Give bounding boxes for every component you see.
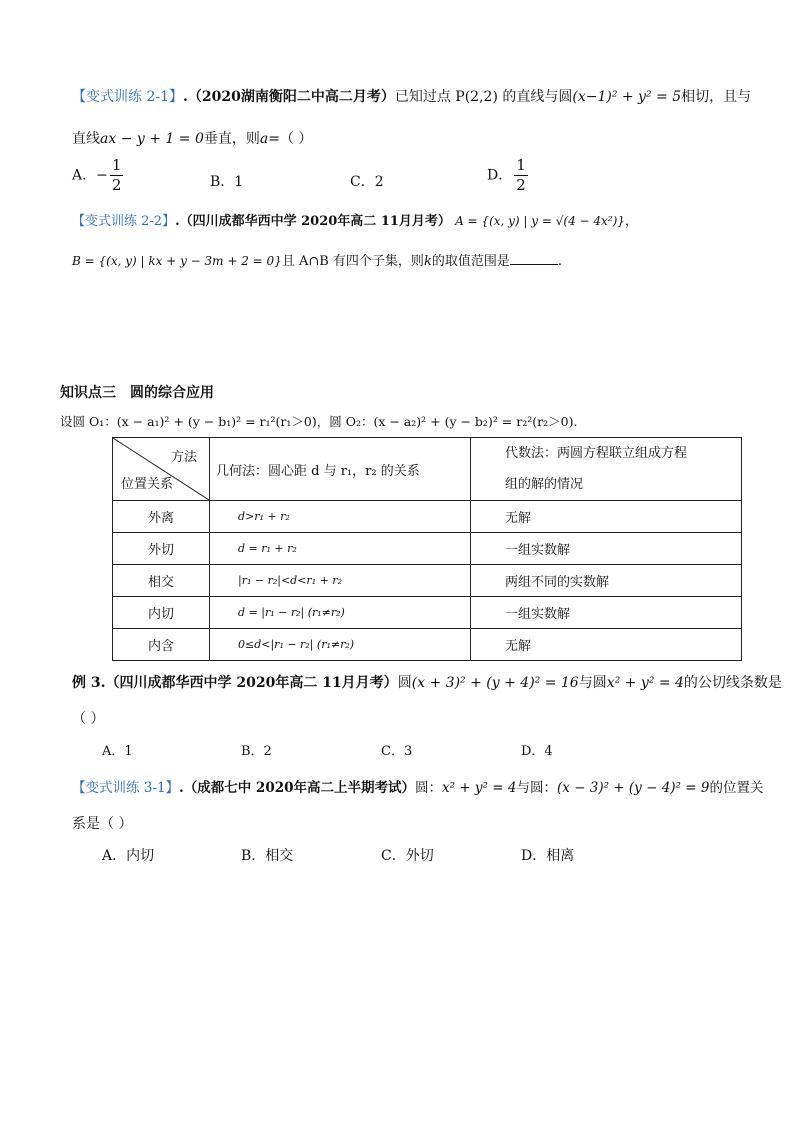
variable: a	[259, 131, 269, 147]
exercise-tag: 【变式训练 2-1】	[72, 89, 183, 105]
geometric-cell: d>r₁ + r₂	[210, 501, 471, 533]
header-geometric: 几何法：圆心距 d 与 r₁，r₂ 的关系	[210, 438, 471, 501]
set-b-expression: B = {(x, y) | kx + y − 3m + 2 = 0}	[72, 254, 282, 268]
exercise-3-1-line1	[72, 776, 763, 796]
option-b[interactable]: B．1	[210, 174, 244, 190]
exercise-2-2-line1	[72, 210, 638, 229]
relation-cell: 外切	[113, 533, 210, 565]
option-c[interactable]: C．3	[381, 744, 413, 759]
header-relation: 位置关系	[121, 477, 174, 492]
table-row	[113, 629, 742, 661]
option-d[interactable]: D．4	[521, 744, 553, 759]
option-c[interactable]: C．外切	[381, 848, 434, 864]
equation: (x − 3)² + (y − 4)² = 9	[556, 780, 710, 796]
variable: k	[423, 254, 432, 269]
denominator: 2	[516, 176, 526, 194]
option-a[interactable]: A．内切	[102, 848, 155, 864]
table-row	[113, 501, 742, 533]
option-a[interactable]	[72, 158, 125, 193]
geometric-cell: |r₁ − r₂|<d<r₁ + r₂	[210, 565, 471, 597]
exercise-2-1-line2	[72, 128, 312, 148]
exercise-source: .（成都七中 2020年高二上半期考试）	[179, 780, 416, 796]
exercise-text: 直线	[72, 131, 100, 147]
answer-blank[interactable]	[510, 252, 558, 265]
exercise-tag: 【变式训练 2-2】	[72, 214, 176, 229]
numerator: 1	[516, 156, 526, 174]
exercise-text: 垂直，则	[203, 131, 260, 147]
fraction	[110, 158, 124, 193]
equation: ax − y + 1 = 0	[100, 131, 204, 147]
option-c[interactable]: C．2	[350, 174, 384, 190]
example-3-paren: （ ）	[72, 711, 105, 727]
denominator: 2	[111, 176, 122, 194]
geometric-cell: d = r₁ + r₂	[210, 533, 471, 565]
header-algebraic-line1: 代数法：两圆方程联立组成方程	[505, 446, 688, 461]
option-d[interactable]	[487, 158, 530, 193]
exercise-3-1-line2: 系是（ ）	[72, 816, 133, 832]
exercise-text: 的取值范围是	[431, 254, 510, 269]
example-text: 圆	[397, 675, 412, 691]
header-method: 方法	[170, 450, 197, 465]
exercise-text: 圆：	[415, 780, 443, 796]
punctuation: ，	[624, 214, 638, 229]
header-algebraic-line2: 组的解的情况	[505, 477, 584, 492]
exercise-text: 且 A∩B 有四个子集，则	[281, 254, 424, 269]
example-text: 与圆	[578, 675, 607, 691]
exercise-text: 已知过点 P(2,2) 的直线与圆	[394, 89, 573, 105]
exercise-tag: 【变式训练 3-1】	[72, 780, 180, 796]
fraction	[514, 158, 528, 193]
example-text: 的公切线条数是	[683, 675, 782, 691]
equation: (x−1)² + y² = 5	[572, 89, 682, 105]
algebraic-cell: 一组实数解	[471, 597, 742, 629]
geometric-cell: d = |r₁ − r₂| (r₁≠r₂)	[210, 597, 471, 629]
algebraic-cell: 无解	[471, 629, 742, 661]
table-row	[113, 565, 742, 597]
punctuation: .	[557, 254, 562, 269]
equation: x² + y² = 4	[606, 675, 684, 691]
exercise-2-2-line2	[72, 250, 562, 269]
table-header-diagonal-cell	[113, 438, 210, 501]
equation: x² + y² = 4	[442, 780, 517, 796]
option-label: D．	[487, 167, 513, 184]
exercise-source: .（四川成都华西中学 2020年高二 11月月考）	[175, 214, 451, 229]
example-label: 例 3.（四川成都华西中学 2020年高二 11月月考）	[72, 675, 398, 691]
exercise-2-1-line1	[72, 86, 751, 106]
exercise-text: 与圆：	[516, 780, 557, 796]
relation-cell: 外离	[113, 501, 210, 533]
exercise-text: =（ ）	[268, 131, 313, 147]
algebraic-cell: 两组不同的实数解	[471, 565, 742, 597]
exercise-text: 的位置关	[709, 780, 764, 796]
section-title: 知识点三 圆的综合应用	[60, 385, 214, 401]
table-header-row	[113, 438, 742, 501]
exercise-text: 相切，且与	[681, 89, 752, 105]
relation-cell: 内含	[113, 629, 210, 661]
algebraic-cell: 一组实数解	[471, 533, 742, 565]
table-row	[113, 533, 742, 565]
section-intro: 设圆 O₁：(x − a₁)² + (y − b₁)² = r₁²(r₁＞0)，圆 O₂：(x − a₂)² + (y − b₂)² = r₂²(r₂＞0).	[60, 414, 578, 429]
option-d[interactable]: D．相离	[521, 848, 575, 864]
option-b[interactable]: B．2	[241, 744, 272, 759]
numerator: 1	[111, 156, 122, 174]
option-b[interactable]: B．相交	[241, 848, 294, 864]
exercise-source: .（2020湖南衡阳二中高二月考）	[183, 89, 395, 105]
example-3-line1	[72, 672, 782, 692]
geometric-cell: 0≤d<|r₁ − r₂| (r₁≠r₂)	[210, 629, 471, 661]
relation-cell: 相交	[113, 565, 210, 597]
option-label: A．−	[72, 167, 108, 184]
header-algebraic	[471, 438, 742, 501]
relation-cell: 内切	[113, 597, 210, 629]
circle-relation-table	[112, 437, 742, 661]
table-row	[113, 597, 742, 629]
set-a-expression: A = {(x, y) | y = √(4 − 4x²)}	[455, 214, 625, 228]
option-a[interactable]: A．1	[102, 744, 133, 759]
equation: (x + 3)² + (y + 4)² = 16	[411, 675, 579, 691]
algebraic-cell: 无解	[471, 501, 742, 533]
